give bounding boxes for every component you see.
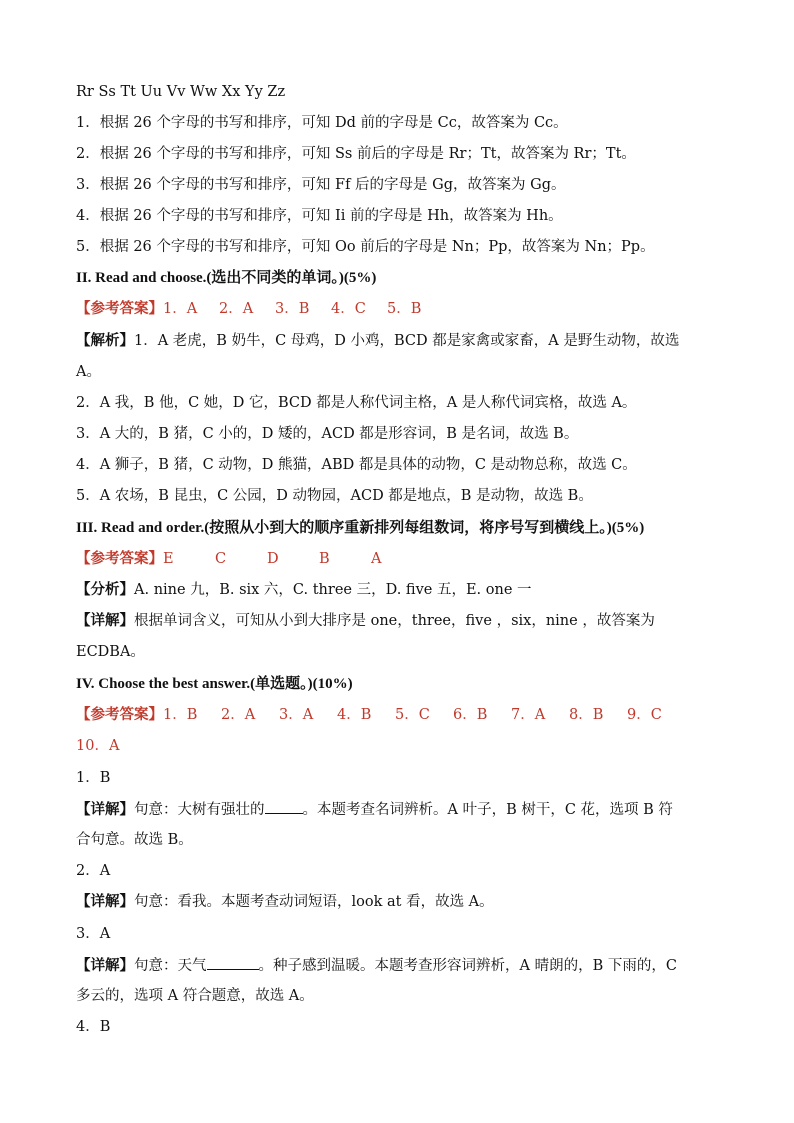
section-2-heading: II. Read and choose.(选出不同类的单词。)(5%) (76, 270, 377, 286)
section-2-explanation-4: 4．A 狮子，B 猪，C 动物，D 熊猫，ABD 都是具体的动物，C 是动物总称，故选 C。 (76, 457, 637, 473)
question-4-answer: 4．B (76, 1019, 111, 1035)
answer-line-2: 2．根据 26 个字母的书写和排序，可知 Ss 前后的字母是 Rr；Tt，故答案为 Rr；Tt。 (76, 146, 636, 162)
question-1-detail (76, 799, 734, 820)
answer-item: 7．A (511, 707, 546, 723)
question-2-detail (76, 892, 734, 912)
answer-item: 3．A (279, 707, 314, 723)
section-2-explanation-5: 5．A 农场，B 昆虫，C 公园，D 动物园，ACD 都是地点，B 是动物，故选 B。 (76, 488, 593, 504)
answer-item: 6．B (453, 707, 488, 723)
answer-key-label: 【参考答案】 (76, 550, 163, 567)
detail-text: 句意：大树有强壮的 (134, 802, 265, 818)
explanation-label: 【解析】 (76, 332, 134, 349)
section-2-explanation-1 (76, 331, 734, 351)
answer-item: 4．B (337, 707, 372, 723)
detail-text: 根据单词含义，可知从小到大排序是 one，three，five ，six，nine ，故答案为 (134, 613, 655, 629)
answer-key-label: 【参考答案】 (76, 706, 163, 723)
answer-item: 2．A (219, 301, 254, 317)
answer-item: A (371, 551, 382, 567)
section-3-detail (76, 611, 734, 631)
question-2-answer: 2．A (76, 863, 111, 879)
answer-item: 4．C (331, 301, 366, 317)
section-3-analysis (76, 580, 734, 600)
answer-item: 3．B (275, 301, 310, 317)
analysis-label: 【分析】 (76, 581, 134, 598)
detail-label: 【详解】 (76, 957, 134, 974)
section-3-answer-key (76, 549, 734, 569)
detail-text: 句意：看我。本题考查动词短语，look at 看，故选 A。 (134, 894, 494, 910)
question-3-detail-b: 多云的，选项 A 符合题意，故选 A。 (76, 988, 314, 1004)
answer-item: D (267, 551, 279, 567)
answer-item: 5．C (395, 707, 430, 723)
answer-item: 5．B (387, 301, 422, 317)
answer-item: C (215, 551, 227, 567)
question-3-detail (76, 955, 734, 976)
question-1-answer: 1．B (76, 770, 111, 786)
answer-item: 1．B (163, 707, 198, 723)
answer-item: 9．C (627, 707, 662, 723)
detail-text: 。本题考查名词辨析。A 叶子，B 树干，C 花，选项 B 符 (302, 802, 673, 818)
section-3-detail-b: ECDBA。 (76, 644, 145, 660)
answer-item: 2．A (221, 707, 256, 723)
answer-item: 8．B (569, 707, 604, 723)
detail-label: 【详解】 (76, 893, 134, 910)
answer-line-3: 3．根据 26 个字母的书写和排序，可知 Ff 后的字母是 Gg，故答案为 Gg。 (76, 177, 566, 193)
fill-blank (265, 799, 303, 814)
section-2-explanation-1b: A。 (76, 364, 101, 380)
fill-blank (207, 955, 259, 970)
detail-label: 【详解】 (76, 801, 134, 818)
explanation-text: 1．A 老虎，B 奶牛，C 母鸡，D 小鸡，BCD 都是家禽或家畜，A 是野生动物，故选 (134, 333, 680, 349)
question-1-detail-b: 合句意。故选 B。 (76, 832, 193, 848)
section-2-explanation-3: 3．A 大的，B 猪，C 小的，D 矮的，ACD 都是形容词，B 是名词，故选 B。 (76, 426, 579, 442)
answer-item: B (319, 551, 330, 567)
alphabet-line: Rr Ss Tt Uu Vv Ww Xx Yy Zz (76, 84, 286, 100)
section-4-heading: IV. Choose the best answer.(单选题。)(10%) (76, 676, 353, 692)
section-3-heading: III. Read and order.(按照从小到大的顺序重新排列每组数词，将序号写到横线上。)(5%) (76, 520, 645, 536)
section-4-answer-key-b: 10．A (76, 738, 120, 754)
section-2-answer-key (76, 299, 734, 319)
answer-key-label: 【参考答案】 (76, 300, 163, 317)
detail-text: 句意：天气 (134, 958, 207, 974)
answer-line-5: 5．根据 26 个字母的书写和排序，可知 Oo 前后的字母是 Nn；Pp，故答案为 Nn；Pp。 (76, 239, 655, 255)
answer-item: E (163, 551, 174, 567)
analysis-text: A. nine 九，B. six 六，C. three 三，D. five 五，E. one 一 (134, 582, 532, 598)
answer-item: 1．A (163, 301, 198, 317)
question-3-answer: 3．A (76, 926, 111, 942)
answer-line-4: 4．根据 26 个字母的书写和排序，可知 Ii 前的字母是 Hh，故答案为 Hh。 (76, 208, 563, 224)
answer-line-1: 1．根据 26 个字母的书写和排序，可知 Dd 前的字母是 Cc，故答案为 Cc。 (76, 115, 568, 131)
section-2-explanation-2: 2．A 我，B 他，C 她，D 它，BCD 都是人称代词主格，A 是人称代词宾格，故选 A。 (76, 395, 637, 411)
detail-label: 【详解】 (76, 612, 134, 629)
section-4-answer-key (76, 705, 734, 725)
detail-text: 。种子感到温暖。本题考查形容词辨析，A 晴朗的，B 下雨的，C (258, 958, 677, 974)
